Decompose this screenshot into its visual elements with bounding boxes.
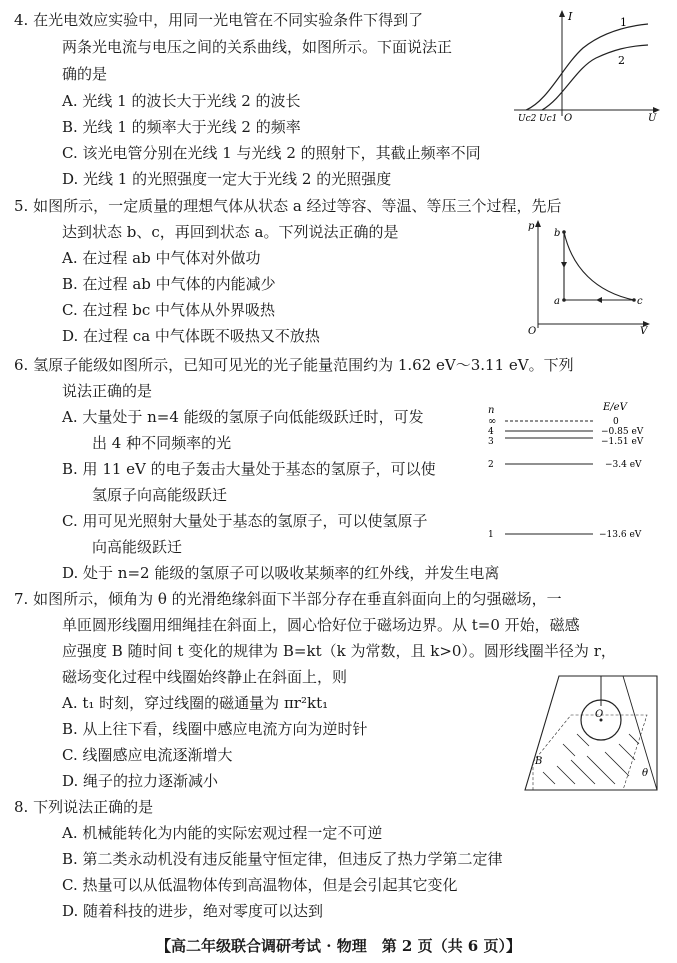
q6-level-4-e: −0.85 eV [601, 427, 644, 437]
q6-option-b: B. 用 11 eV 的电子轰击大量处于基态的氢原子，可以使 [62, 460, 436, 478]
q4-u-axis-label: U [648, 113, 657, 124]
q5-point-b-label: b [554, 228, 561, 239]
q7-field-label: B [535, 756, 543, 767]
q4-origin-label: O [564, 113, 573, 124]
q5-stem-line-1: 5. 如图所示，一定质量的理想气体从状态 a 经过等容、等温、等压三个过程，先后 [14, 197, 562, 215]
q6-level-inf-n: ∞ [488, 416, 497, 427]
q6-level-2-n: 2 [488, 460, 494, 470]
q7-center-label: O [595, 709, 604, 720]
page-footer: 【高二年级联合调研考试 · 物理 第 2 页（共 6 页）】 [156, 937, 521, 955]
q5-v-axis-label: V [640, 326, 648, 334]
q5-point-a-label: a [554, 296, 560, 307]
q4-option-d: D. 光线 1 的光照强度一定大于光线 2 的光照强度 [62, 170, 392, 188]
q5-option-b: B. 在过程 ab 中气体的内能减少 [62, 275, 276, 293]
q6-e-header: E/eV [603, 402, 627, 413]
q4-option-a: A. 光线 1 的波长大于光线 2 的波长 [62, 92, 301, 110]
q4-curve1-label: 1 [620, 16, 627, 29]
q6-level-4-n: 4 [488, 427, 494, 437]
q5-p-axis-label: p [528, 221, 535, 232]
q4-stem-line-3: 确的是 [62, 65, 108, 83]
q7-stem-line-3: 应强度 B 随时间 t 变化的规律为 B=kt（k 为常数，且 k>0）。圆形线圈半径为 r， [62, 642, 616, 660]
q5-option-a: A. 在过程 ab 中气体对外做功 [62, 249, 261, 267]
q8-option-c: C. 热量可以从低温物体传到高温物体，但是会引起其它变化 [62, 876, 458, 894]
q8-option-d: D. 随着科技的进步，绝对零度可以达到 [62, 902, 324, 920]
q5-point-c-label: c [637, 296, 643, 307]
q6-stem-line-2: 说法正确的是 [62, 382, 153, 400]
q4-stem-line-1: 4. 在光电效应实验中，用同一光电管在不同实验条件下得到了 [14, 11, 424, 29]
q7-incline-coil-diagram [519, 672, 664, 794]
q4-option-b: B. 光线 1 的频率大于光线 2 的频率 [62, 118, 301, 136]
q7-stem-line-2: 单匝圆形线圈用细绳挂在斜面上，圆心恰好位于磁场边界。从 t=0 开始，磁感 [62, 616, 580, 634]
q6-level-3-e: −1.51 eV [601, 437, 644, 447]
q4-curve2-label: 2 [618, 54, 625, 67]
q5-option-c: C. 在过程 bc 中气体从外界吸热 [62, 301, 276, 319]
q6-level-1-e: −13.6 eV [599, 530, 642, 540]
q7-option-c: C. 线圈感应电流逐渐增大 [62, 746, 233, 764]
q5-option-d: D. 在过程 ca 中气体既不吸热又不放热 [62, 327, 320, 345]
q5-pv-graph [526, 216, 656, 334]
q7-stem-line-4: 磁场变化过程中线圈始终静止在斜面上，则 [62, 668, 348, 686]
q4-uc2-label: Uc2 [518, 114, 537, 124]
q7-option-b: B. 从上往下看，线圈中感应电流方向为逆时针 [62, 720, 368, 738]
q4-uc1-label: Uc1 [539, 114, 558, 124]
q7-stem-line-1: 7. 如图所示，倾角为 θ 的光滑绝缘斜面下半部分存在垂直斜面向上的匀强磁场，一 [14, 590, 562, 608]
q6-option-c: C. 用可见光照射大量处于基态的氢原子，可以使氢原子 [62, 512, 428, 530]
q6-option-d: D. 处于 n=2 能级的氢原子可以吸收某频率的红外线，并发生电离 [62, 564, 500, 582]
q6-level-2-e: −3.4 eV [605, 460, 642, 470]
q5-origin-label: O [528, 326, 537, 334]
q4-iu-graph [508, 6, 663, 124]
q5-stem-line-2: 达到状态 b、c，再回到状态 a。下列说法正确的是 [62, 223, 399, 241]
q6-level-inf-e: 0 [613, 417, 619, 427]
q7-option-a: A. t₁ 时刻，穿过线圈的磁通量为 πr²kt₁ [62, 694, 329, 712]
q6-level-1-n: 1 [488, 530, 494, 540]
q6-option-b-cont: 氢原子向高能级跃迁 [92, 486, 228, 504]
q6-stem-line-1: 6. 氢原子能级如图所示，已知可见光的光子能量范围约为 1.62 eV～3.11 eV。下列 [14, 356, 574, 374]
q8-option-b: B. 第二类永动机没有违反能量守恒定律，但违反了热力学第二定律 [62, 850, 503, 868]
q6-energy-level-diagram [483, 400, 663, 540]
q6-level-3-n: 3 [488, 437, 494, 447]
q7-angle-label: θ [642, 768, 649, 779]
q4-option-c: C. 该光电管分别在光线 1 与光线 2 的照射下，其截止频率不同 [62, 144, 481, 162]
q6-option-a-cont: 出 4 种不同频率的光 [92, 434, 232, 452]
q8-stem: 8. 下列说法正确的是 [14, 798, 154, 816]
q8-option-a: A. 机械能转化为内能的实际宏观过程一定不可逆 [62, 824, 383, 842]
q4-i-axis-label: I [568, 10, 573, 23]
q7-option-d: D. 绳子的拉力逐渐减小 [62, 772, 219, 790]
q6-option-c-cont: 向高能级跃迁 [92, 538, 183, 556]
q6-n-header: n [488, 405, 495, 416]
q6-option-a: A. 大量处于 n=4 能级的氢原子向低能级跃迁时，可发 [62, 408, 424, 426]
q4-stem-line-2: 两条光电流与电压之间的关系曲线，如图所示。下面说法正 [62, 38, 453, 56]
